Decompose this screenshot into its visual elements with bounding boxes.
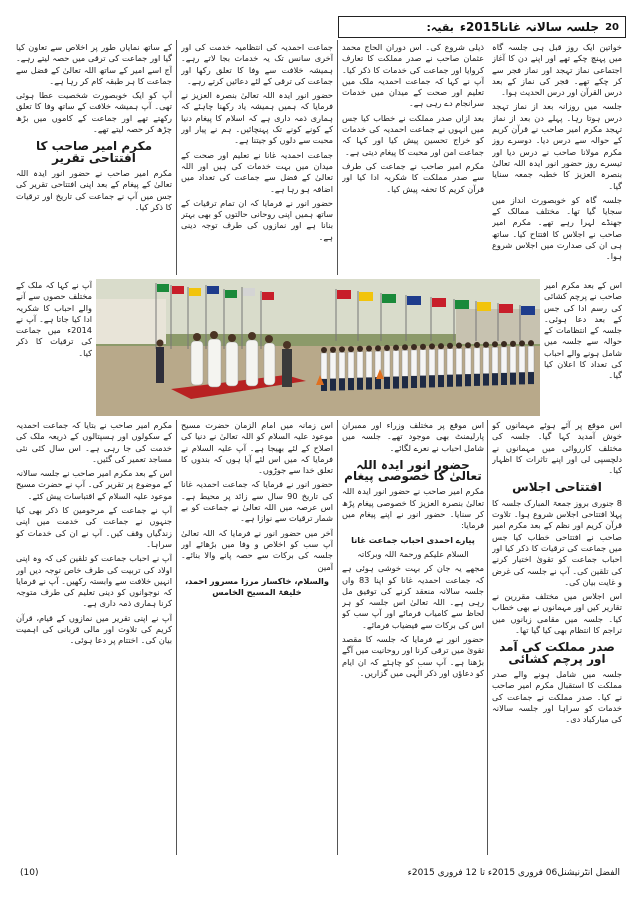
paragraph: حضور انور ایدہ اللہ تعالیٰ بنصرہ العزیز نے فرمایا کہ ہمیں ہمیشہ یاد رکھنا چاہئے کہ ہماری ذمہ داری ہے کہ اسلام کا پیغام دنیا کے کونے کونے تک پہنچائیں۔ ہم نے پیار اور محبت سے دلوں کو جیتنا ہے۔ (181, 90, 333, 146)
column-rule (337, 420, 338, 855)
guard-figure-head (456, 343, 462, 349)
paragraph: مکرم امیر صاحب نے بتایا کہ جماعت احمدیہ کے سکولوں اور ہسپتالوں کے ذریعہ ملک کی خدمت کی جا رہی ہے۔ اس سال کئی نئی مساجد تعمیر کی گئیں۔ (16, 420, 172, 464)
guard-figure (528, 346, 534, 372)
paragraph: اس موقع پر مختلف وزراء اور ممبران پارلیمنٹ بھی موجود تھے۔ جلسہ میں شامل احباب نے نعرے لگائے۔ (342, 420, 484, 453)
article-column-2-lower (342, 420, 484, 860)
paragraph: آخر میں حضور انور نے فرمایا کہ اللہ تعالیٰ آپ سب کو اخلاص و وفا میں بڑھائے اور جلسہ کی برکات سے حصہ پانے والا بنائے۔ آمین (181, 527, 333, 572)
guard-figure (420, 350, 426, 376)
subheading: افتتاحی اجلاس (512, 480, 602, 495)
guard-figure-head (339, 346, 345, 352)
guard-figure-legs (483, 374, 489, 386)
paragraph: جماعت احمدیہ غانا نے تعلیم اور صحت کے میدان میں بہت خدمات کی ہیں اور اللہ تعالیٰ کے فضل سے جماعت کی تعداد میں اضافہ ہو رہا ہے۔ (181, 149, 333, 194)
guard-figure (411, 350, 417, 376)
guard-figure-legs (411, 376, 417, 388)
paragraph: اس کے بعد مکرم امیر صاحب نے پرچم کشائی کی رسم ادا کی جس کے بعد دعا ہوئی۔ جلسہ کے انتظامات کے حوالہ سے جلسہ میں شامل ہونے والے احباب کی تعداد کا اعلان کیا گیا۔ (544, 280, 622, 381)
paragraph: آپ کو ایک خوبصورت شخصیت عطا ہوئی تھی۔ آپ ہمیشہ خلافت کے ساتھ وفا کا تعلق رکھتے تھے اور جماعت کے کاموں میں بڑھ چڑھ کر حصہ لیتے تھے۔ (16, 90, 172, 135)
guard-figure-legs (402, 376, 408, 388)
paragraph: حضور انور نے فرمایا کہ جلسہ کا مقصد تقویٰ میں ترقی کرنا اور روحانیت میں آگے بڑھنا ہے۔ آپ سب کو چاہئے کہ ان ایام کو دعاؤں اور ذکر الٰہی میں گزاریں۔ (342, 634, 484, 678)
guard-figure-head (321, 347, 327, 353)
guard-figure-head (465, 342, 471, 348)
guard-figure-head (366, 346, 372, 352)
header-prefix: بقیہ: (426, 20, 454, 34)
guard-figure-legs (348, 378, 354, 390)
guard-figure-head (411, 344, 417, 350)
guard-figure (357, 352, 363, 378)
guard-figure (456, 349, 462, 375)
guard-figure (447, 349, 453, 375)
article-column-4 (16, 42, 172, 275)
guard-figure-head (330, 347, 336, 353)
guard-figure (321, 353, 327, 379)
ceremony-photo (96, 279, 540, 416)
guard-figure (519, 346, 525, 372)
guard-figure-legs (339, 378, 345, 390)
paragraph: جلسہ میں شامل ہونے والے صدر مملکت کا استقبال مکرم امیر صاحب نے کیا۔ صدر مملکت نے جماعت کی خدمات کو سراہا اور جلسہ سالانہ کی مبارکباد دی۔ (492, 668, 622, 725)
guard-figure-head (510, 341, 516, 347)
guard-figure-head (357, 346, 363, 352)
guard-figure-legs (429, 375, 435, 387)
article-column-1-lower (492, 420, 622, 860)
guard-figure-legs (474, 374, 480, 386)
paragraph: آپ نے کہا کہ ملک کے مختلف حصوں سے آنے والے احباب کا شکریہ ادا کیا جاتا ہے۔ آپ نے 2014ء میں جماعت کی ترقیات کا ذکر کیا۔ (16, 280, 92, 358)
guard-figure (438, 349, 444, 375)
section-header (338, 16, 626, 38)
guard-figure-head (420, 344, 426, 350)
guard-figure (366, 352, 372, 378)
guard-figure-head (528, 340, 534, 346)
guard-figure-head (519, 340, 525, 346)
guard-figure-legs (501, 373, 507, 385)
guard-figure-legs (420, 376, 426, 388)
column-rule (176, 40, 177, 275)
guard-figure-legs (438, 375, 444, 387)
column-rule (337, 40, 338, 275)
guard-figure-legs (510, 373, 516, 385)
paragraph: مکرم امیر صاحب نے جماعت کی طرف سے صدر مملکت کا شکریہ ادا کیا اور قرآن کریم کا تحفہ پیش کیا۔ (342, 160, 484, 194)
column-rule (176, 420, 177, 855)
guard-figure-head (348, 346, 354, 352)
ceremony-photo-drawing (96, 279, 540, 416)
paragraph: اس اجلاس میں مختلف مقررین نے تقاریر کیں اور مہمانوں نے بھی خطاب کیا۔ جلسہ میں مقامی زبانوں میں تراجم کا انتظام بھی کیا گیا تھا۔ (492, 591, 622, 636)
subheading: مکرم امیر صاحب کا افتتاحی تقریر (35, 139, 153, 165)
guard-figure-legs (366, 378, 372, 390)
paragraph: خواتین ایک روز قبل ہی جلسہ گاہ میں پہنچ چکے تھے اور اپنے دن کا آغاز اجتماعی نماز تہجد اور نماز فجر سے کر چکے تھے۔ فجر کی نماز کے بعد درس القرآن اور درس الحدیث ہوا۔ (492, 42, 622, 98)
guard-figure-legs (357, 378, 363, 390)
article-column-2 (342, 42, 484, 275)
paragraph: حضور انور نے فرمایا کہ جماعت احمدیہ غانا کی تاریخ 90 سال سے زائد پر محیط ہے۔ اس عرصہ میں اللہ تعالیٰ نے جماعت کو بے شمار ترقیات سے نوازا ہے۔ (181, 479, 333, 524)
header-number: 20 (605, 21, 619, 33)
guard-figure (474, 348, 480, 374)
article-column-3-lower (181, 420, 333, 860)
subheading: صدر مملکت کی آمد اور پرچم کشائی (499, 640, 615, 666)
paragraph: والسلام، خاکسار مرزا مسرور احمد، خلیفۃ المسیح الخامس (185, 575, 329, 598)
guard-figure-head (384, 345, 390, 351)
guard-figure-head (447, 343, 453, 349)
page-footer (20, 864, 620, 882)
guard-figure-head (501, 341, 507, 347)
guard-figure (339, 352, 345, 378)
guard-figure-legs (456, 375, 462, 387)
guard-figure (330, 353, 336, 379)
guard-figure (393, 351, 399, 377)
paragraph: السلام علیکم ورحمۃ اللہ وبرکاتہ (357, 548, 469, 559)
header-title: جلسہ سالانہ غانا2015ء (459, 20, 600, 34)
guard-figure (492, 347, 498, 373)
guard-figure (348, 352, 354, 378)
guard-figure-head (483, 342, 489, 348)
guard-figure-head (393, 345, 399, 351)
guard-figure (483, 348, 489, 374)
page-number: (10) (20, 868, 39, 878)
paragraph: 8 جنوری بروز جمعۃ المبارک جلسہ کا پہلا افتتاحی اجلاس شروع ہوا۔ تلاوت قرآن کریم اور نظم کے بعد مکرم امیر صاحب نے افتتاحی خطاب کیا جس میں جماعت کی ترقیات کا ذکر کیا اور احباب جماعت کو تقویٰ اختیار کرنے کی تلقین کی۔ آپ نے جلسہ کی غرض و غایت بیان کی۔ (492, 497, 622, 587)
subheading: حضور انور ایدہ اللہ تعالیٰ کا خصوصی پیغام (344, 457, 482, 484)
paragraph: مکرم امیر صاحب نے حضور انور ایدہ اللہ تعالیٰ کے پیغام کے بعد اپنی افتتاحی تقریر کی جس میں آپ نے جماعت کی تاریخ اور ترقیات کا ذکر کیا۔ (16, 167, 172, 212)
guard-figure-head (492, 341, 498, 347)
paragraph: جماعت احمدیہ کی انتظامیہ خدمت کی اور آخری سانس تک یہ خدمات بجا لاتے رہے۔ ہمیشہ خلافت سے وفا کا تعلق رکھا اور جماعت کی ترقی کے لئے دعائیں کرتے رہے۔ (181, 42, 333, 86)
paragraph: اس موقع پر آئے ہوئے مہمانوں کو خوش آمدید کہا گیا۔ جلسہ کی مختلف کارروائی میں مہمانوں نے دلچسپی لی اور اپنے تاثرات کا اظہار کیا۔ (492, 420, 622, 476)
guard-figure (501, 347, 507, 373)
guard-figure (429, 349, 435, 375)
guard-figure-legs (492, 373, 498, 385)
article-column-3 (181, 42, 333, 275)
article-column-1 (492, 42, 622, 279)
paragraph: آپ نے اپنی تقریر میں نمازوں کے قیام، قرآن کریم کی تلاوت اور مالی قربانی کی اہمیت بیان کی۔ اختتام پر دعا ہوئی۔ (16, 612, 172, 646)
footer-issue-text: الفضل انٹرنیشنل06 فروری 2015ء تا 12 فروری 2015ء (407, 868, 620, 878)
guard-figure (384, 351, 390, 377)
paragraph: اس کے بعد مکرم امیر صاحب نے جلسہ سالانہ کے موضوع پر تقریر کی۔ آپ نے حضرت مسیح موعود علیہ السلام کے اقتباسات پیش کئے۔ (16, 468, 172, 501)
guard-figure (402, 350, 408, 376)
guard-figure-legs (447, 375, 453, 387)
paragraph: مکرم امیر صاحب نے حضور انور ایدہ اللہ تعالیٰ بنصرہ العزیز کا خصوصی پیغام پڑھ کر سنایا۔ حضور انور نے اپنے پیغام میں فرمایا: (342, 486, 484, 531)
guard-figure-legs (519, 372, 525, 384)
paragraph: پیارے احمدی احباب جماعت غانا (351, 534, 475, 545)
guard-figure-head (429, 343, 435, 349)
paragraph: جلسہ گاہ کو خوبصورت انداز میں سجایا گیا تھا۔ مختلف ممالک کے جھنڈے لہرا رہے تھے۔ مکرم امیر صاحب نے اجلاس کا افتتاح کیا۔ ساتھ ہی ان کی صدارت میں اجلاس شروع ہوا۔ (492, 194, 622, 262)
paragraph: ذیلی شروع کی۔ اس دوران الحاج محمد عثمان صاحب نے صدر مملکت کا تعارف کروایا اور جماعت کی خدمات کا ذکر کیا۔ آپ نے کہا کہ جماعت احمدیہ ملک میں تعلیم اور صحت کے میدان میں خدمات سرانجام دے رہی ہے۔ (342, 42, 484, 109)
guard-figure-head (474, 342, 480, 348)
paragraph: حضور انور نے فرمایا کہ ان تمام ترقیات کے ساتھ ہمیں اپنی روحانی حالتوں کو بھی بہتر بنانا ہے اور نمازوں کی طرف توجہ دینی ہے۔ (181, 197, 333, 242)
column-rule (487, 420, 488, 855)
guard-figure-legs (465, 374, 471, 386)
paragraph: مجھے یہ جان کر بہت خوشی ہوئی ہے کہ جماعت احمدیہ غانا کو اپنا 83 واں جلسہ سالانہ منعقد کرنے کی توفیق مل رہی ہے۔ اللہ تعالیٰ اس جلسہ کو ہر لحاظ سے کامیاب فرمائے اور آپ سب کو اس کی برکات سے فیضیاب فرمائے۔ (342, 563, 484, 630)
paragraph: بعد ازاں صدر مملکت نے خطاب کیا جس میں انہوں نے جماعت احمدیہ کی خدمات کو خراج تحسین پیش کیا اور کہا کہ جماعت امن اور محبت کا پیغام دیتی ہے۔ (342, 112, 484, 157)
paragraph: کے ساتھ نمایاں طور پر اخلاص سے تعاون کیا گیا اور جماعت کی ترقی میں حصہ لیتے رہے۔ آج اسے امیر کے ساتھ اللہ تعالیٰ کے فضل سے جماعت کا ہر طبقہ کام کر رہا ہے۔ (16, 42, 172, 86)
guard-figure-head (375, 345, 381, 351)
paragraph: آپ نے احباب جماعت کو تلقین کی کہ وہ اپنی اولاد کی تربیت کی طرف خاص توجہ دیں اور انہیں خلافت سے وابستہ رکھیں۔ آپ نے فرمایا کہ نوجوانوں کو دینی تعلیم کی طرف متوجہ کرنا ہماری ذمہ داری ہے۔ (16, 553, 172, 609)
guard-figure-legs (528, 372, 534, 384)
guard-figure-legs (330, 379, 336, 391)
paragraph: اس زمانہ میں امام الزمان حضرت مسیح موعود علیہ السلام کو اللہ تعالیٰ نے دنیا کی اصلاح کے لئے بھیجا ہے۔ آپ علیہ السلام نے فرمایا کہ میں اس لئے آیا ہوں کہ بندوں کا تعلق خدا سے جوڑوں۔ (181, 420, 333, 476)
paragraph: آپ نے جماعت کے مرحومین کا ذکر بھی کیا جنہوں نے جماعت کی خدمت میں اپنی زندگیاں وقف کیں۔ آپ نے ان کی خدمات کو سراہا۔ (16, 505, 172, 549)
guard-figure (510, 347, 516, 373)
guard-figure-head (438, 343, 444, 349)
guard-figure-legs (384, 377, 390, 389)
article-column-4-side (16, 280, 92, 418)
guard-figure-legs (393, 377, 399, 389)
paragraph: جلسہ میں روزانہ بعد از نماز تہجد درس ہوتا رہا۔ پہلے دن بعد از نماز تہجد مکرم امیر صاحب نے قرآن کریم کے حوالہ سے درس دیا۔ دوسرے روز مکرم مولانا صاحب نے درس دیا اور تیسرے روز حضور انور ایدہ اللہ تعالیٰ بنصرہ العزیز کا خطبہ جمعہ سنایا گیا۔ (492, 101, 622, 191)
article-column-1-side (544, 280, 622, 418)
guard-figure (465, 348, 471, 374)
guard-figure-head (402, 344, 408, 350)
article-column-4-lower (16, 420, 172, 860)
